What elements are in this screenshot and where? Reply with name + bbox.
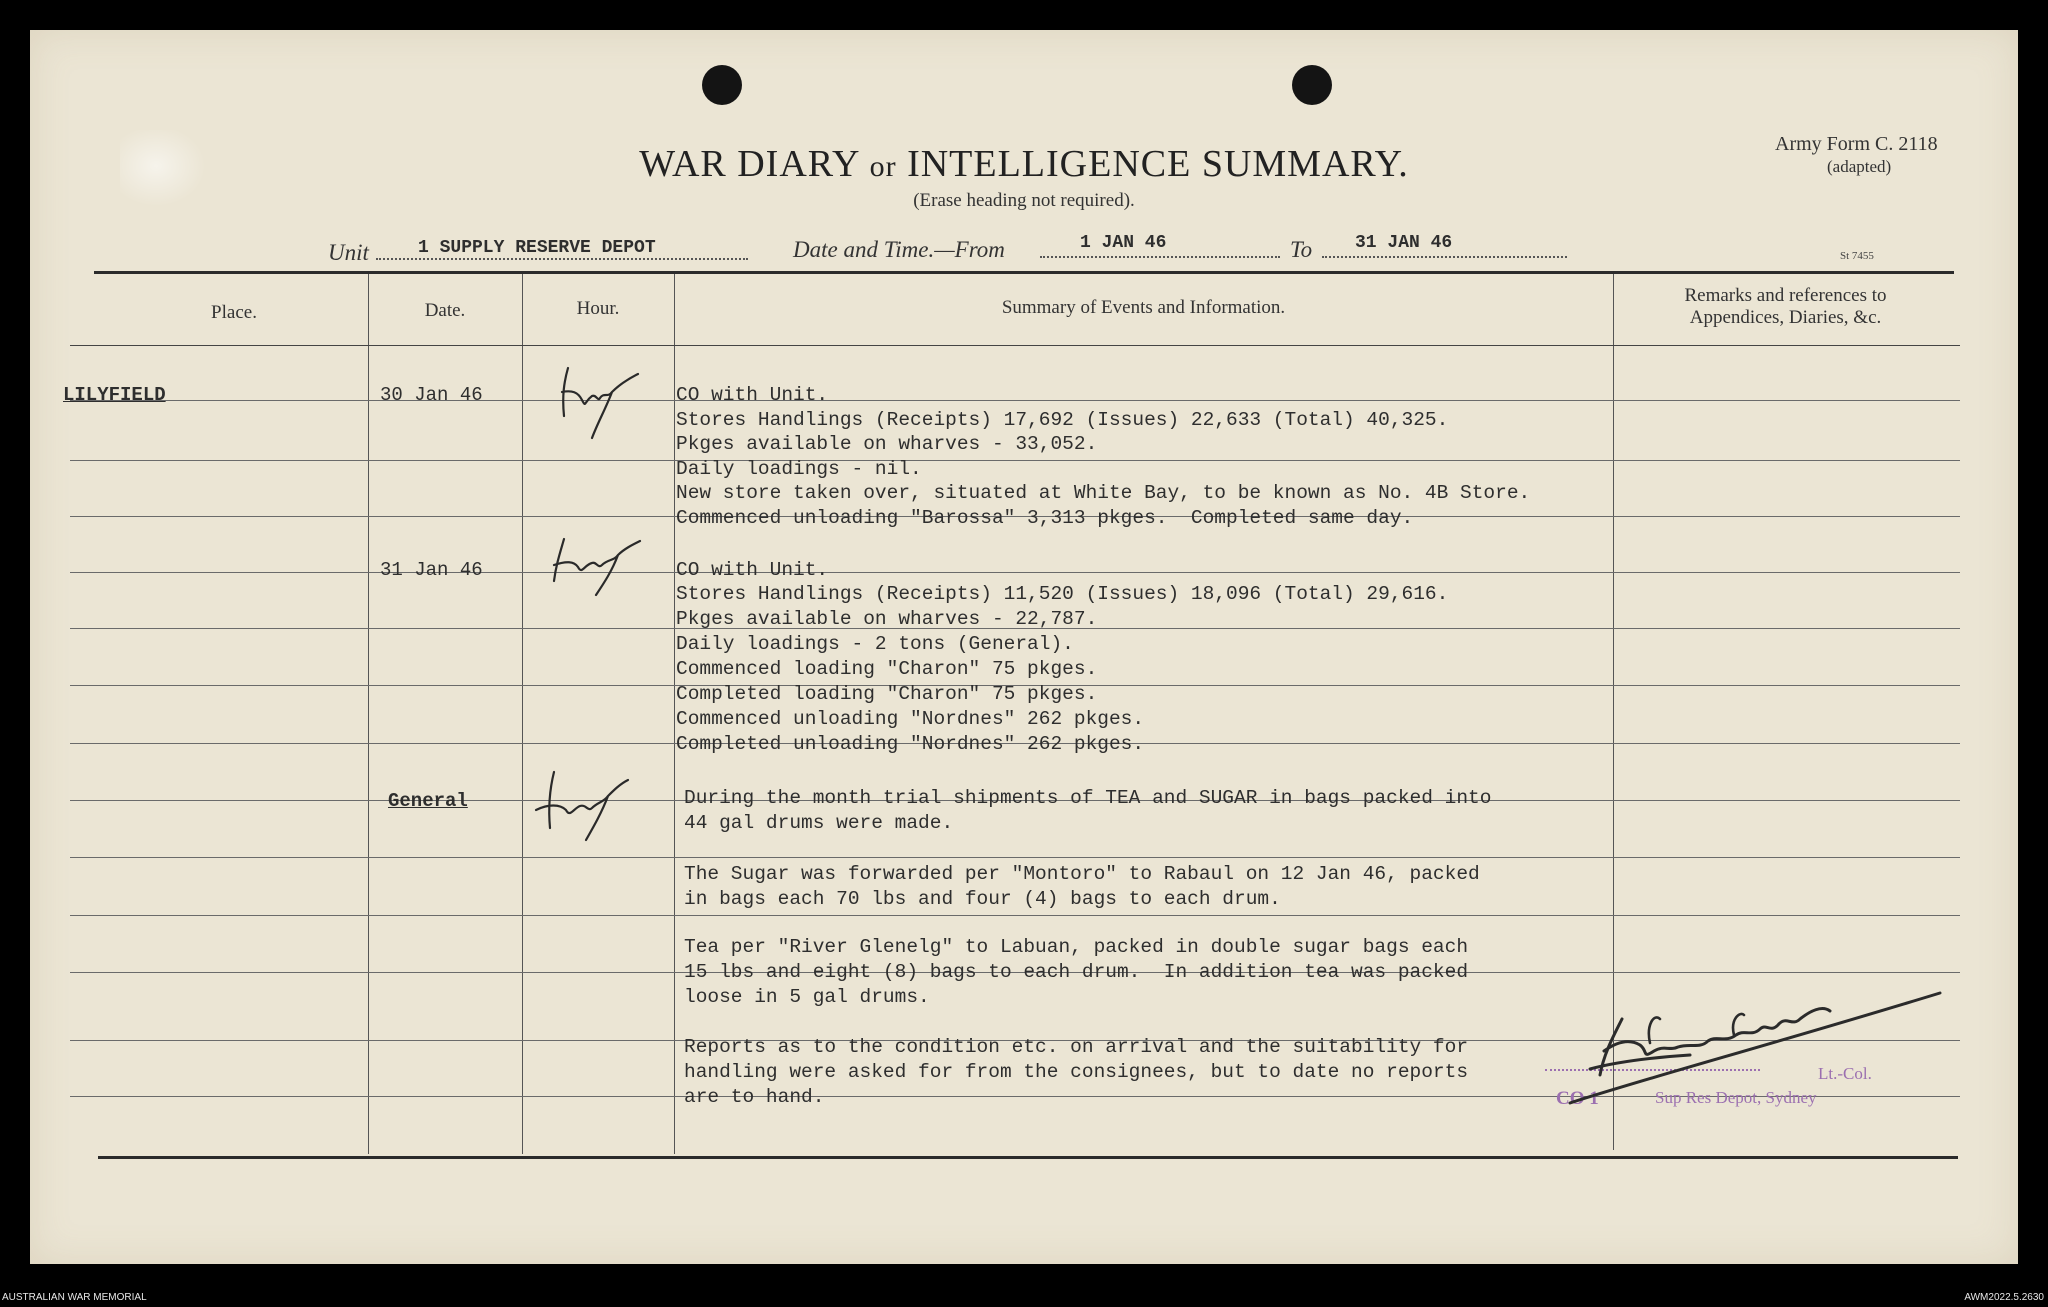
column-header-date: Date. xyxy=(424,300,466,321)
entry-line: Completed loading "Charon" 75 pkges. xyxy=(676,683,1098,705)
archive-credit: AUSTRALIAN WAR MEMORIAL xyxy=(2,1292,147,1303)
entry-line: Daily loadings - 2 tons (General). xyxy=(676,633,1074,655)
ruled-line xyxy=(70,857,1960,858)
entry-date: 31 Jan 46 xyxy=(380,559,483,581)
remarks-header-line-2: Appendices, Diaries, &c. xyxy=(1689,307,1882,328)
header-bottom-rule xyxy=(70,345,1960,346)
adapted-note: (adapted) xyxy=(1827,157,1892,176)
unit-value: 1 SUPPLY RESERVE DEPOT xyxy=(418,238,656,258)
table-bottom-rule xyxy=(98,1156,1958,1159)
general-line: The Sugar was forwarded per "Montoro" to Rabaul on 12 Jan 46, packed xyxy=(684,863,1480,885)
entry-line: Pkges available on wharves - 33,052. xyxy=(676,433,1098,455)
ruled-line xyxy=(70,915,1960,916)
to-dotted-line xyxy=(1322,256,1567,258)
table-top-rule xyxy=(94,271,1954,274)
handwritten-initials xyxy=(546,535,642,599)
general-line: 44 gal drums were made. xyxy=(684,812,954,834)
entry-line: Pkges available on wharves - 22,787. xyxy=(676,608,1098,630)
general-date: General xyxy=(388,790,468,812)
column-divider xyxy=(368,274,369,1154)
title-main: WAR DIARY xyxy=(639,143,860,185)
erase-note: (Erase heading not required). xyxy=(913,190,1135,211)
general-line: Tea per "River Glenelg" to Labuan, packed in double sugar bags each xyxy=(684,936,1469,958)
from-value: 1 JAN 46 xyxy=(1080,233,1167,253)
entry-line: Completed unloading "Nordnes" 262 pkges. xyxy=(676,733,1145,755)
punch-hole xyxy=(702,65,742,105)
general-line: Reports as to the condition etc. on arrival and the suitability for xyxy=(684,1036,1469,1058)
to-value: 31 JAN 46 xyxy=(1355,233,1453,253)
title-or: or xyxy=(869,150,897,183)
column-divider xyxy=(522,274,523,1154)
officer-signature xyxy=(1530,985,1950,1110)
stock-code: St 7455 xyxy=(1840,250,1874,262)
entry-line: CO with Unit. xyxy=(676,384,829,406)
ruled-line xyxy=(70,400,1960,401)
form-title xyxy=(0,142,2048,186)
entry-date: 30 Jan 46 xyxy=(380,384,483,406)
entry-line: Commenced loading "Charon" 75 pkges. xyxy=(676,658,1098,680)
general-line: During the month trial shipments of TEA and SUGAR in bags packed into xyxy=(684,787,1492,809)
entry-line: New store taken over, situated at White Bay, to be known as No. 4B Store. xyxy=(676,482,1531,504)
entry-line: Daily loadings - nil. xyxy=(676,458,922,480)
ruled-line xyxy=(70,460,1960,461)
entry-line: CO with Unit. xyxy=(676,559,829,581)
column-divider xyxy=(674,274,675,1154)
archive-reference: AWM2022.5.2630 xyxy=(1964,1292,2044,1303)
entry-line: Commenced unloading "Nordnes" 262 pkges. xyxy=(676,708,1145,730)
entry-line: Stores Handlings (Receipts) 11,520 (Issues) 18,096 (Total) 29,616. xyxy=(676,583,1449,605)
column-header-place: Place. xyxy=(211,302,257,323)
date-time-label: Date and Time.—From xyxy=(793,237,1005,262)
ruled-line xyxy=(70,572,1960,573)
entry-line: Stores Handlings (Receipts) 17,692 (Issues) 22,633 (Total) 40,325. xyxy=(676,409,1449,431)
unit-label: Unit xyxy=(328,240,369,265)
general-line: in bags each 70 lbs and four (4) bags to each drum. xyxy=(684,888,1281,910)
punch-hole xyxy=(1292,65,1332,105)
stamp-rank: Lt.-Col. xyxy=(1818,1064,1872,1083)
army-form-number: Army Form C. 2118 xyxy=(1775,133,1938,155)
general-line: 15 lbs and eight (8) bags to each drum. In addition tea was packed xyxy=(684,961,1469,983)
to-label: To xyxy=(1290,237,1313,262)
handwritten-initials xyxy=(548,362,640,442)
column-header-hour: Hour. xyxy=(576,298,620,319)
handwritten-initials xyxy=(534,770,630,844)
column-header-remarks xyxy=(1613,285,1958,329)
general-line: are to hand. xyxy=(684,1086,825,1108)
entry-line: Commenced unloading "Barossa" 3,313 pkges. Completed same day. xyxy=(676,507,1414,529)
from-dotted-line xyxy=(1040,256,1280,258)
remarks-header-line-1: Remarks and references to xyxy=(1684,285,1887,306)
place-value: LILYFIELD xyxy=(63,384,166,406)
general-line: handling were asked for from the consignees, but to date no reports xyxy=(684,1061,1469,1083)
general-line: loose in 5 gal drums. xyxy=(684,986,930,1008)
column-header-summary: Summary of Events and Information. xyxy=(1001,297,1286,318)
title-rest: INTELLIGENCE SUMMARY. xyxy=(907,143,1409,185)
stamp-co-label: CO 1 xyxy=(1556,1088,1599,1109)
unit-dotted-line xyxy=(376,258,748,260)
stamp-unit: Sup Res Depot, Sydney xyxy=(1655,1088,1817,1107)
